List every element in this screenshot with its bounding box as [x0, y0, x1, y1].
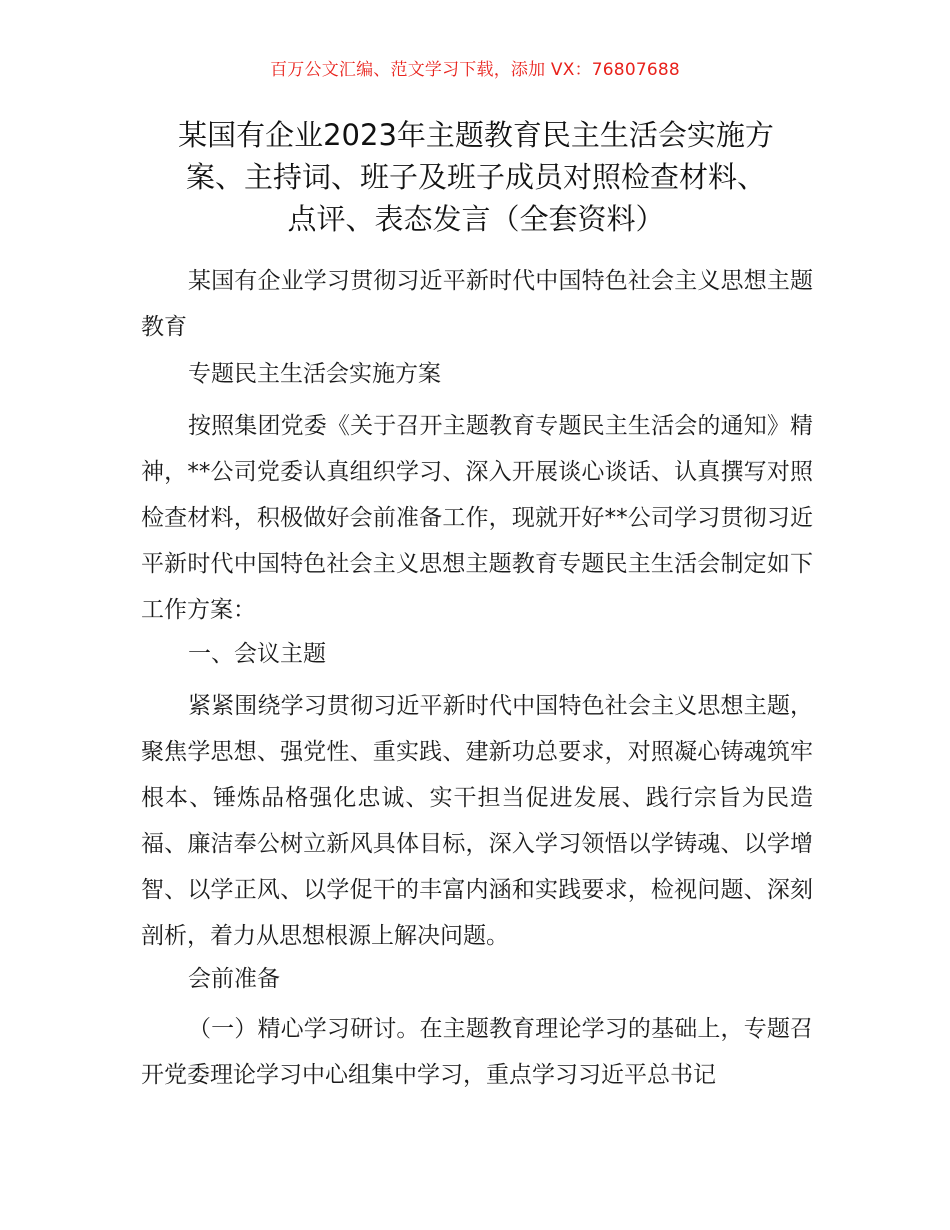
paragraph-plan-title: 专题民主生活会实施方案 — [188, 361, 441, 387]
section-heading-theme: 一、会议主题 — [188, 641, 326, 667]
paragraph-study: （一）精心学习研讨。在主题教育理论学习的基础上，专题召开党委理论学习中心组集中学习，重点学习习近平总书记 — [141, 1016, 813, 1088]
document-title — [138, 114, 814, 240]
paragraph-theme: 紧紧围绕学习贯彻习近平新时代中国特色社会主义思想主题，聚焦学思想、强党性、重实践、建新功总要求，对照凝心铸魂筑牢根本、锤炼品格强化忠诚、实干担当促进发展、践行宗旨为民造福、廉洁奉公树立新风具体目标，深入学习领悟以学铸魂、以学增智、以学正风、以学促干的丰富内涵和实践要求，检视问题、深刻剖析，着力从思想根源上解决问题。 — [141, 693, 813, 949]
title-line: 案、主持词、班子及班子成员对照检查材料、 — [185, 160, 766, 194]
section-heading-preparation: 会前准备 — [188, 966, 280, 992]
header-banner: 百万公文汇编、范文学习下载，添加 VX：76807688 — [270, 60, 680, 80]
title-line: 某国有企业2023年主题教育民主生活会实施方 — [178, 118, 774, 152]
title-line: 点评、表态发言（全套资料） — [287, 202, 665, 236]
paragraph-intro: 按照集团党委《关于召开主题教育专题民主生活会的通知》精神，**公司党委认真组织学习、深入开展谈心谈话、认真撰写对照检查材料，积极做好会前准备工作，现就开好**公司学习贯彻习近平新时代中国特色社会主义思想主题教育专题民主生活会制定如下工作方案： — [141, 413, 813, 623]
paragraph-subtitle: 某国有企业学习贯彻习近平新时代中国特色社会主义思想主题教育 — [141, 268, 813, 340]
